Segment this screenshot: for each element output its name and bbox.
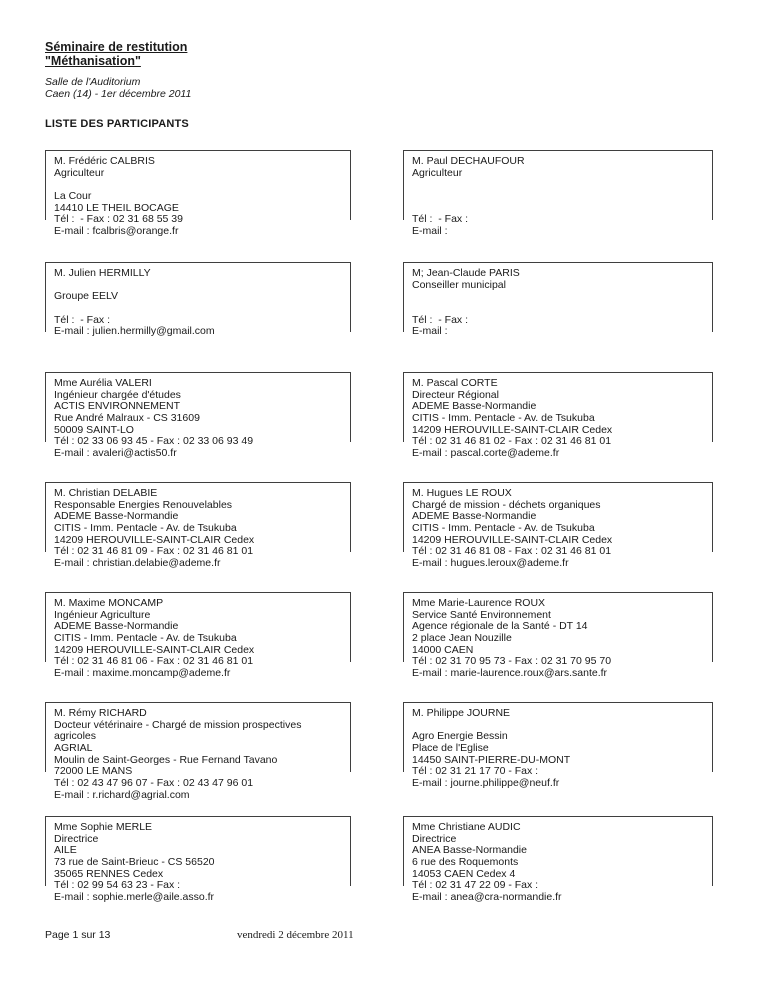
card-content — [54, 598, 347, 680]
card-line: CITIS - Imm. Pentacle - Av. de Tsukuba — [412, 522, 595, 535]
card-line: Chargé de mission - déchets organiques — [412, 498, 601, 511]
card-line: 14209 HEROUVILLE-SAINT-CLAIR Cedex — [412, 423, 613, 436]
seminar-title-line1: Séminaire de restitution — [45, 40, 188, 54]
card-line: 14410 LE THEIL BOCAGE — [54, 201, 179, 214]
card-line: Tél : 02 31 47 22 09 - Fax : — [412, 879, 539, 892]
participant-card — [45, 482, 351, 592]
event-date-place: Caen (14) - 1er décembre 2011 — [45, 88, 192, 100]
list-heading: LISTE DES PARTICIPANTS — [45, 118, 189, 130]
card-line: M. Paul DECHAUFOUR — [412, 155, 525, 167]
card-line: Service Santé Environnement — [412, 608, 551, 621]
card-line: 14209 HEROUVILLE-SAINT-CLAIR Cedex — [54, 643, 255, 656]
card-line — [412, 303, 709, 315]
card-line: Mme Christiane AUDIC — [412, 821, 521, 833]
card-line: Directeur Régional — [412, 388, 499, 401]
participant-card — [403, 262, 713, 372]
card-line: E-mail : — [412, 225, 448, 238]
card-line: ACTIS ENVIRONNEMENT — [54, 400, 181, 413]
card-content — [54, 268, 347, 338]
card-line: Tél : 02 31 46 81 02 - Fax : 02 31 46 81 01 — [412, 435, 612, 448]
card-line: 50009 SAINT-LO — [54, 423, 134, 436]
card-line: ADEME Basse-Normandie — [54, 620, 179, 633]
card-line: 14053 CAEN Cedex 4 — [412, 867, 516, 880]
card-line: E-mail : hugues.leroux@ademe.fr — [412, 557, 569, 570]
card-line: Tél : - Fax : — [54, 313, 111, 326]
card-line: M. Hugues LE ROUX — [412, 487, 512, 499]
card-line — [412, 191, 709, 203]
card-line: M. Pascal CORTE — [412, 377, 498, 389]
card-content — [412, 822, 709, 904]
card-line: 14450 SAINT-PIERRE-DU-MONT — [412, 753, 571, 766]
card-line: Responsable Energies Renouvelables — [54, 498, 233, 511]
card-line: Docteur vétérinaire - Chargé de mission prospectives — [54, 718, 302, 731]
card-line: E-mail : sophie.merle@aile.asso.fr — [54, 891, 215, 904]
card-line: AILE — [54, 844, 77, 857]
card-line — [412, 179, 709, 191]
participant-card — [403, 372, 713, 482]
card-line: M. Maxime MONCAMP — [54, 597, 164, 609]
seminar-title-line2: "Méthanisation" — [45, 54, 141, 68]
card-line: E-mail : maxime.moncamp@ademe.fr — [54, 667, 231, 680]
document-header — [45, 40, 191, 130]
card-line: E-mail : — [412, 325, 448, 338]
card-line: Rue André Malraux - CS 31609 — [54, 412, 200, 425]
card-line: Tél : - Fax : — [412, 213, 469, 226]
card-line: Tél : 02 31 46 81 09 - Fax : 02 31 46 81 01 — [54, 545, 254, 558]
card-line: E-mail : avaleri@actis50.fr — [54, 447, 177, 460]
card-line: E-mail : marie-laurence.roux@ars.sante.fr — [412, 667, 608, 680]
card-line: agricoles — [54, 730, 97, 743]
card-line: ADEME Basse-Normandie — [412, 400, 537, 413]
card-line: 6 rue des Roquemonts — [412, 856, 519, 869]
card-line: E-mail : pascal.corte@ademe.fr — [412, 447, 560, 460]
card-content — [54, 822, 347, 904]
participant-card — [45, 592, 351, 702]
participant-card — [403, 816, 713, 926]
participant-card — [45, 816, 351, 926]
card-line: CITIS - Imm. Pentacle - Av. de Tsukuba — [54, 632, 237, 645]
footer-date: vendredi 2 décembre 2011 — [237, 929, 354, 941]
card-line: E-mail : journe.philippe@neuf.fr — [412, 777, 560, 790]
participant-card — [403, 702, 713, 816]
card-line: M. Julien HERMILLY — [54, 267, 151, 279]
card-line: Tél : - Fax : 02 31 68 55 39 — [54, 213, 183, 226]
participant-card — [45, 702, 351, 816]
card-line: La Cour — [54, 190, 92, 203]
card-line: Tél : - Fax : — [412, 313, 469, 326]
card-content — [412, 156, 709, 238]
card-line: Groupe EELV — [54, 290, 119, 303]
participant-card — [45, 372, 351, 482]
card-content — [54, 708, 347, 802]
card-line: Tél : 02 31 46 81 06 - Fax : 02 31 46 81 01 — [54, 655, 254, 668]
card-line: E-mail : julien.hermilly@gmail.com — [54, 325, 215, 338]
event-venue: Salle de l'Auditorium — [45, 76, 141, 88]
card-line: 73 rue de Saint-Brieuc - CS 56520 — [54, 856, 215, 869]
card-line: Mme Marie-Laurence ROUX — [412, 597, 546, 609]
card-line: M. Philippe JOURNE — [412, 707, 511, 719]
card-line: M. Rémy RICHARD — [54, 707, 147, 719]
card-line — [412, 291, 709, 303]
card-line: Place de l'Eglise — [412, 742, 489, 755]
card-line: 14209 HEROUVILLE-SAINT-CLAIR Cedex — [412, 533, 613, 546]
card-line: Agriculteur — [412, 166, 463, 179]
card-line: 2 place Jean Nouzille — [412, 632, 512, 645]
participant-card — [403, 150, 713, 262]
card-line: 14000 CAEN — [412, 643, 474, 656]
event-details — [45, 76, 191, 100]
card-line: ADEME Basse-Normandie — [54, 510, 179, 523]
participant-card — [403, 482, 713, 592]
card-content — [412, 268, 709, 338]
card-content — [412, 598, 709, 680]
page-number: Page 1 sur 13 — [45, 929, 111, 941]
card-line: Tél : 02 31 46 81 08 - Fax : 02 31 46 81 01 — [412, 545, 612, 558]
card-line: 14209 HEROUVILLE-SAINT-CLAIR Cedex — [54, 533, 255, 546]
card-line: CITIS - Imm. Pentacle - Av. de Tsukuba — [54, 522, 237, 535]
card-line: Agence régionale de la Santé - DT 14 — [412, 620, 588, 633]
participant-card — [45, 150, 351, 262]
card-line: 72000 LE MANS — [54, 765, 133, 778]
card-line: E-mail : fcalbris@orange.fr — [54, 225, 179, 238]
card-line: E-mail : anea@cra-normandie.fr — [412, 891, 562, 904]
card-line: E-mail : christian.delabie@ademe.fr — [54, 557, 221, 570]
card-content — [54, 156, 347, 238]
card-line: Agriculteur — [54, 166, 105, 179]
card-content — [412, 488, 709, 570]
card-line: M. Frédéric CALBRIS — [54, 155, 155, 167]
card-line: Mme Aurélia VALERI — [54, 377, 152, 389]
card-content — [412, 378, 709, 460]
card-line: M; Jean-Claude PARIS — [412, 267, 520, 279]
card-line: AGRIAL — [54, 742, 93, 755]
card-line: CITIS - Imm. Pentacle - Av. de Tsukuba — [412, 412, 595, 425]
card-line: Moulin de Saint-Georges - Rue Fernand Tavano — [54, 753, 278, 766]
card-line: Ingénieur chargée d'études — [54, 388, 181, 401]
card-line: M. Christian DELABIE — [54, 487, 158, 499]
card-line: Directrice — [412, 832, 457, 845]
card-line: Ingénieur Agriculture — [54, 608, 151, 621]
card-line: ADEME Basse-Normandie — [412, 510, 537, 523]
card-line — [54, 303, 347, 315]
participant-card — [403, 592, 713, 702]
card-line: 35065 RENNES Cedex — [54, 867, 164, 880]
card-content — [412, 708, 709, 790]
card-line: Agro Energie Bessin — [412, 730, 508, 743]
card-line: Tél : 02 99 54 63 23 - Fax : — [54, 879, 181, 892]
card-line: Mme Sophie MERLE — [54, 821, 153, 833]
card-content — [54, 378, 347, 460]
card-line: Tél : 02 33 06 93 45 - Fax : 02 33 06 93 49 — [54, 435, 254, 448]
card-line: E-mail : r.richard@agrial.com — [54, 788, 190, 801]
card-line: Tél : 02 31 70 95 73 - Fax : 02 31 70 95 70 — [412, 655, 612, 668]
card-line: Tél : 02 43 47 96 07 - Fax : 02 43 47 96 01 — [54, 777, 254, 790]
card-line: Tél : 02 31 21 17 70 - Fax : — [412, 765, 539, 778]
card-line: Conseiller municipal — [412, 278, 506, 291]
participant-card — [45, 262, 351, 372]
card-content — [54, 488, 347, 570]
participants-grid — [45, 150, 713, 926]
card-line — [54, 179, 347, 191]
card-line: Directrice — [54, 832, 99, 845]
card-line: ANEA Basse-Normandie — [412, 844, 527, 857]
